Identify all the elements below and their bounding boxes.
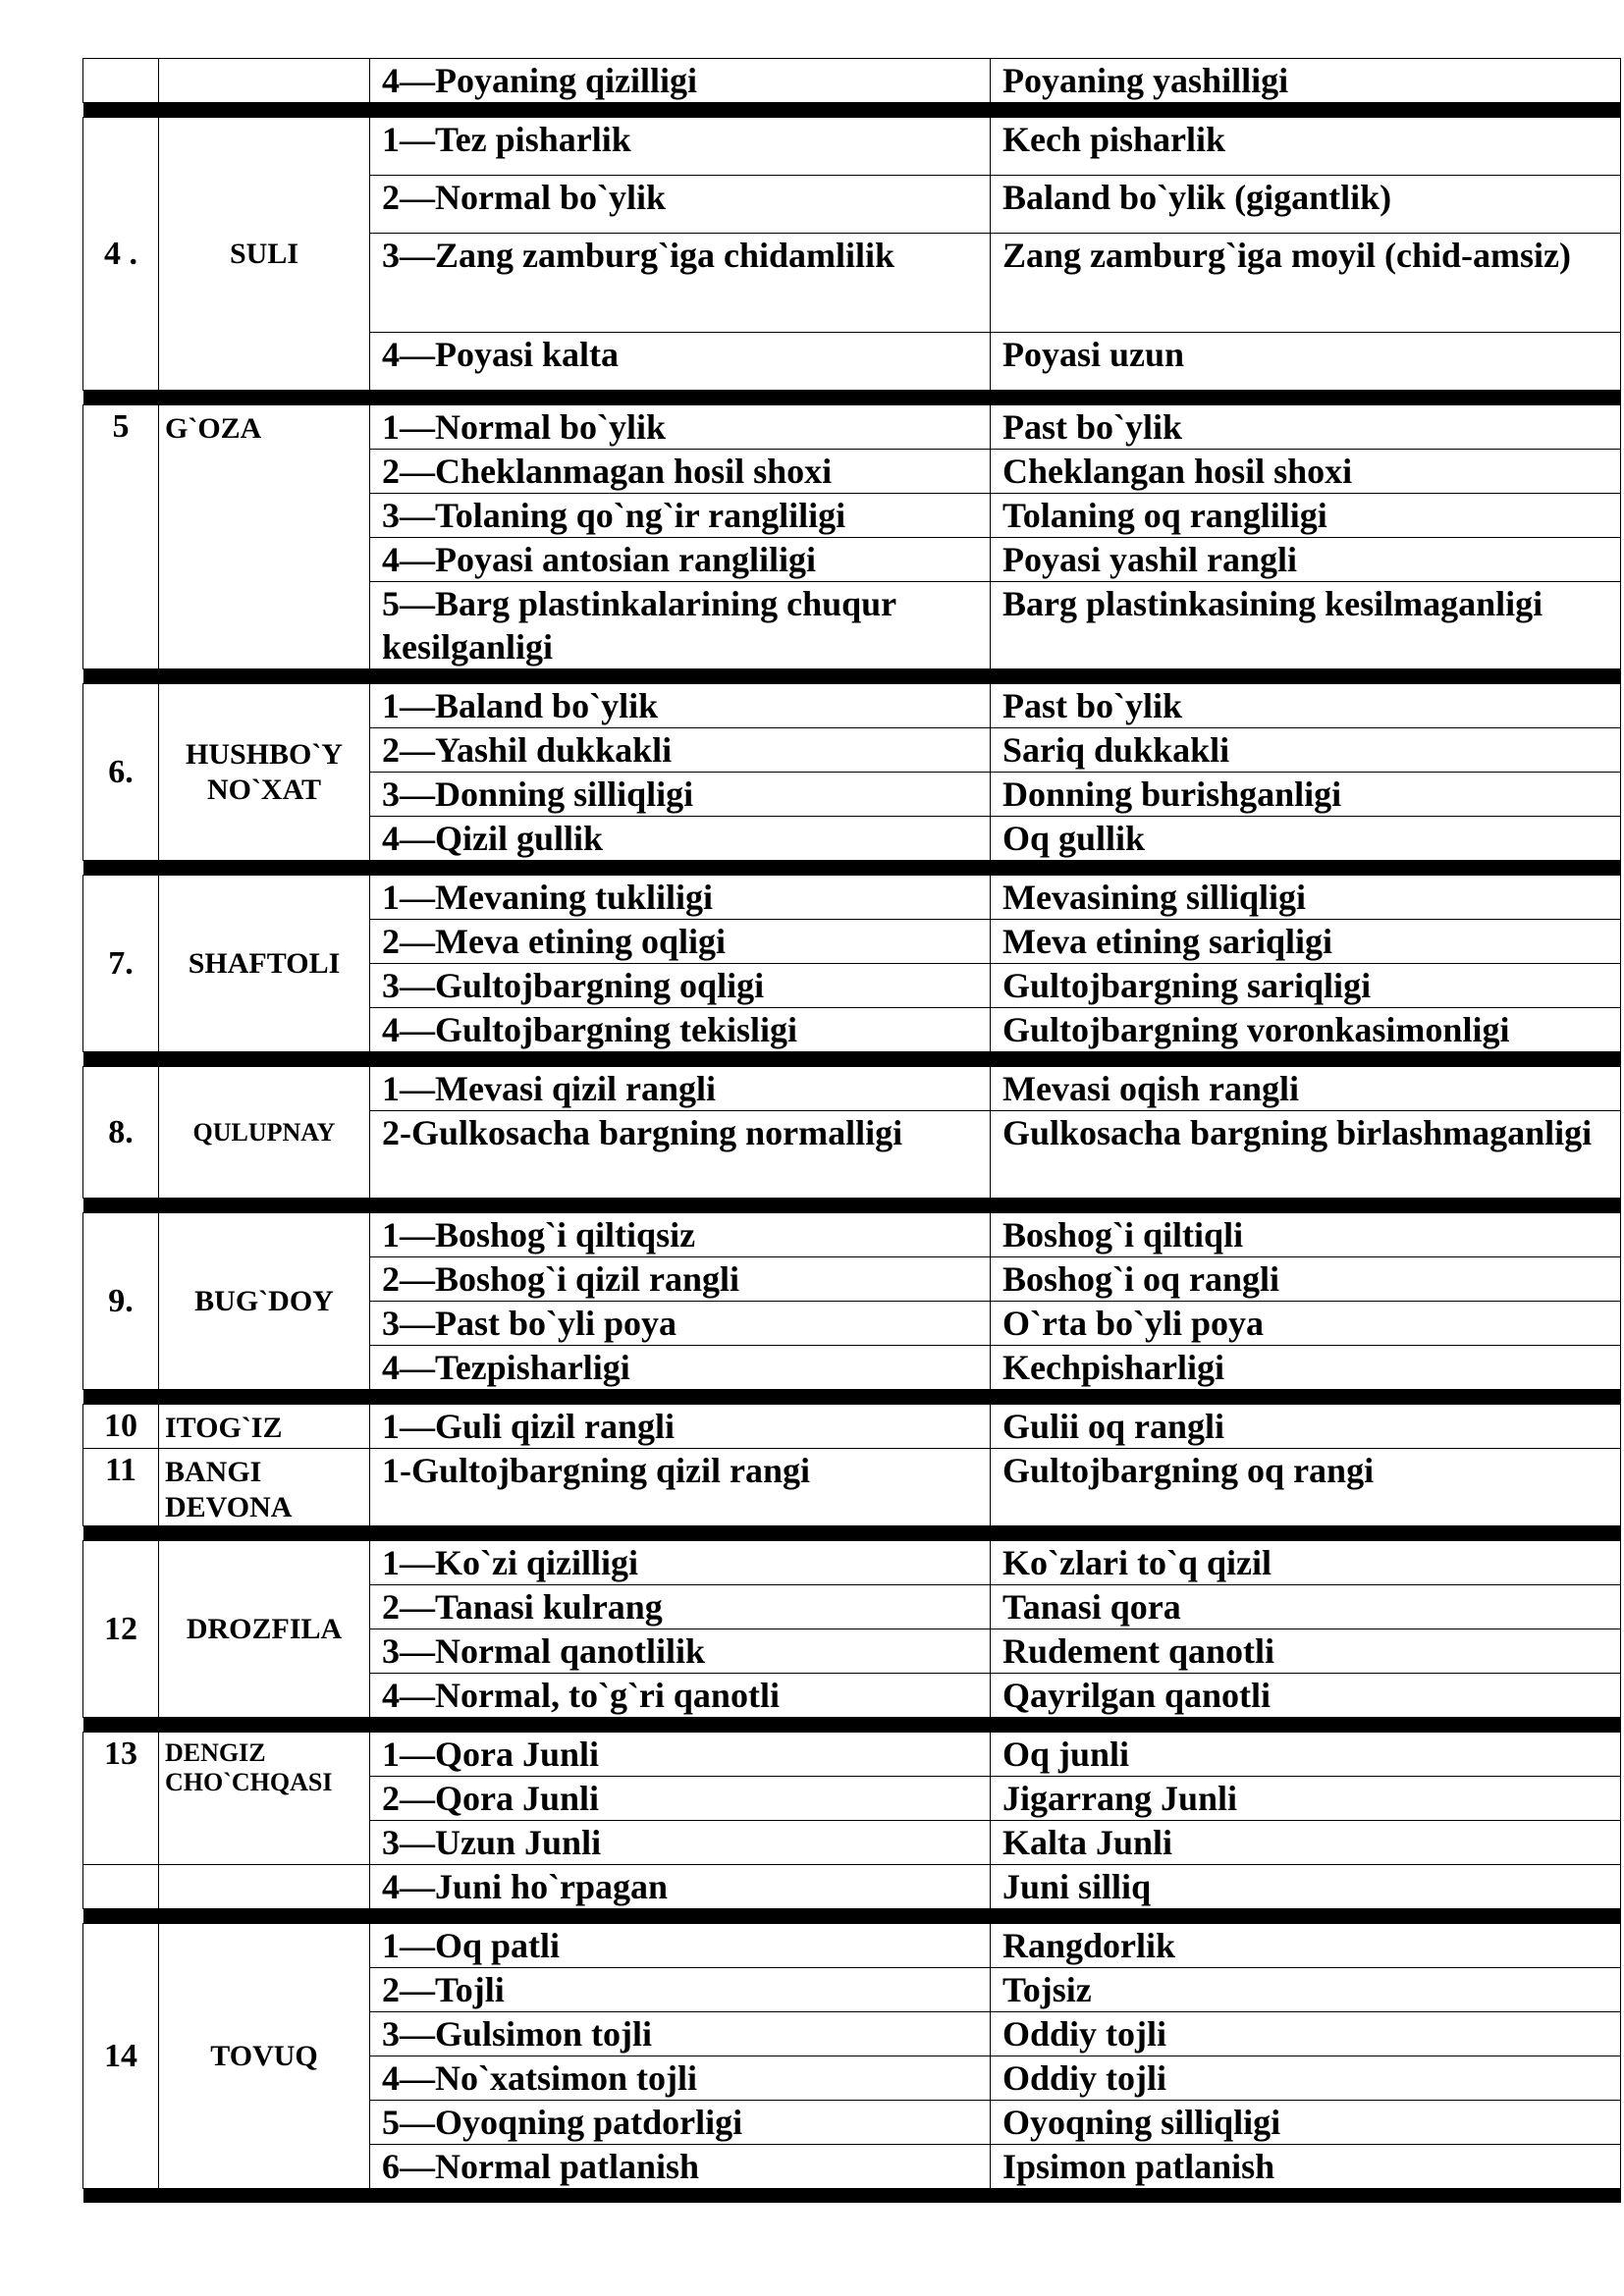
row-number: 11 <box>83 1449 159 1526</box>
row-number <box>83 59 159 103</box>
organism-name: BUG`DOY <box>159 1213 370 1390</box>
dominant-trait: 4—No`xatsimon tojli <box>370 2056 991 2101</box>
dominant-trait: 1—Tez pisharlik <box>370 118 991 176</box>
table-row <box>83 876 1621 920</box>
recessive-trait: Oddiy tojli <box>991 2012 1621 2056</box>
recessive-trait: Meva etining sariqligi <box>991 920 1621 964</box>
recessive-trait: Gulkosacha bargning birlashmaganligi <box>991 1111 1621 1199</box>
recessive-trait: Baland bo`ylik (gigantlik) <box>991 176 1621 234</box>
dominant-trait: 2-Gulkosacha bargning normalligi <box>370 1111 991 1199</box>
row-number: 9. <box>83 1213 159 1390</box>
recessive-trait: Gultojbargning voronkasimonligi <box>991 1008 1621 1052</box>
recessive-trait: Gultojbargning sariqligi <box>991 964 1621 1008</box>
dominant-trait: 1—Baland bo`ylik <box>370 684 991 728</box>
dominant-trait: 4—Poyaning qizilligi <box>370 59 991 103</box>
recessive-trait: Poyasi uzun <box>991 333 1621 391</box>
group-separator <box>83 1199 1621 1213</box>
recessive-trait: Tojsiz <box>991 1968 1621 2012</box>
recessive-trait: Rudement qanotli <box>991 1629 1621 1674</box>
recessive-trait: Sariq dukkakli <box>991 728 1621 773</box>
table-row <box>83 1067 1621 1111</box>
table-row <box>83 1449 1621 1526</box>
traits-table <box>82 58 1621 2203</box>
recessive-trait: Boshog`i oq rangli <box>991 1257 1621 1302</box>
recessive-trait: Juni silliq <box>991 1865 1621 1909</box>
dominant-trait: 4—Normal, to`g`ri qanotli <box>370 1674 991 1718</box>
group-separator <box>83 1718 1621 1733</box>
table-row <box>83 1865 1621 1909</box>
dominant-trait: 2—Normal bo`ylik <box>370 176 991 234</box>
table-row <box>83 59 1621 103</box>
dominant-trait: 4—Juni ho`rpagan <box>370 1865 991 1909</box>
recessive-trait: Poyaning yashilligi <box>991 59 1621 103</box>
dominant-trait: 3—Zang zamburg`iga chidamlilik <box>370 234 991 333</box>
table-row <box>83 1541 1621 1585</box>
recessive-trait: Mevasi oqish rangli <box>991 1067 1621 1111</box>
recessive-trait: Past bo`ylik <box>991 405 1621 450</box>
group-separator <box>83 391 1621 405</box>
dominant-trait: 3—Gulsimon tojli <box>370 2012 991 2056</box>
dominant-trait: 4—Gultojbargning tekisligi <box>370 1008 991 1052</box>
group-separator <box>83 2189 1621 2204</box>
dominant-trait: 1—Ko`zi qizilligi <box>370 1541 991 1585</box>
group-separator <box>83 1390 1621 1405</box>
table-row <box>83 684 1621 728</box>
dominant-trait: 6—Normal patlanish <box>370 2145 991 2189</box>
dominant-trait: 5—Oyoqning patdorligi <box>370 2101 991 2145</box>
row-number <box>83 1865 159 1909</box>
group-separator <box>83 669 1621 684</box>
recessive-trait: Mevasining silliqligi <box>991 876 1621 920</box>
dominant-trait: 3—Uzun Junli <box>370 1821 991 1865</box>
recessive-trait: Boshog`i qiltiqli <box>991 1213 1621 1257</box>
group-separator <box>83 1526 1621 1541</box>
recessive-trait: Donning burishganligi <box>991 773 1621 817</box>
dominant-trait: 2—Tanasi kulrang <box>370 1585 991 1629</box>
dominant-trait: 1—Guli qizil rangli <box>370 1405 991 1449</box>
recessive-trait: Gulii oq rangli <box>991 1405 1621 1449</box>
dominant-trait: 3—Donning silliqligi <box>370 773 991 817</box>
recessive-trait: Oddiy tojli <box>991 2056 1621 2101</box>
recessive-trait: Ipsimon patlanish <box>991 2145 1621 2189</box>
row-number: 7. <box>83 876 159 1052</box>
dominant-trait: 3—Gultojbargning oqligi <box>370 964 991 1008</box>
dominant-trait: 1—Boshog`i qiltiqsiz <box>370 1213 991 1257</box>
recessive-trait: Qayrilgan qanotli <box>991 1674 1621 1718</box>
table-row <box>83 405 1621 450</box>
dominant-trait: 4—Tezpisharligi <box>370 1346 991 1390</box>
row-number: 13 <box>83 1733 159 1865</box>
dominant-trait: 4—Poyasi antosian rangliligi <box>370 538 991 582</box>
recessive-trait: Gultojbargning oq rangi <box>991 1449 1621 1526</box>
dominant-trait: 2—Qora Junli <box>370 1777 991 1821</box>
table-row <box>83 1213 1621 1257</box>
row-number: 12 <box>83 1541 159 1718</box>
dominant-trait: 1—Mevasi qizil rangli <box>370 1067 991 1111</box>
table-row <box>83 1924 1621 1968</box>
recessive-trait: Kalta Junli <box>991 1821 1621 1865</box>
organism-name: SHAFTOLI <box>159 876 370 1052</box>
table-row <box>83 1733 1621 1777</box>
recessive-trait: Oyoqning silliqligi <box>991 2101 1621 2145</box>
organism-name <box>159 59 370 103</box>
organism-name: QULUPNAY <box>159 1067 370 1199</box>
recessive-trait: Tolaning oq rangliligi <box>991 494 1621 538</box>
group-separator <box>83 861 1621 876</box>
row-number: 14 <box>83 1924 159 2189</box>
dominant-trait: 3—Past bo`yli poya <box>370 1302 991 1346</box>
organism-name <box>159 1865 370 1909</box>
recessive-trait: Jigarrang Junli <box>991 1777 1621 1821</box>
dominant-trait: 2—Boshog`i qizil rangli <box>370 1257 991 1302</box>
group-separator <box>83 1909 1621 1924</box>
recessive-trait: Ko`zlari to`q qizil <box>991 1541 1621 1585</box>
organism-name: DROZFILA <box>159 1541 370 1718</box>
dominant-trait: 2—Cheklanmagan hosil shoxi <box>370 450 991 494</box>
dominant-trait: 1—Normal bo`ylik <box>370 405 991 450</box>
dominant-trait: 1-Gultojbargning qizil rangi <box>370 1449 991 1526</box>
recessive-trait: O`rta bo`yli poya <box>991 1302 1621 1346</box>
organism-name: ITOG`IZ <box>159 1405 370 1449</box>
row-number: 8. <box>83 1067 159 1199</box>
dominant-trait: 3—Tolaning qo`ng`ir rangliligi <box>370 494 991 538</box>
row-number: 5 <box>83 405 159 669</box>
dominant-trait: 1—Mevaning tukliligi <box>370 876 991 920</box>
recessive-trait: Oq junli <box>991 1733 1621 1777</box>
organism-name: G`OZA <box>159 405 370 669</box>
recessive-trait: Zang zamburg`iga moyil (chid-amsiz) <box>991 234 1621 333</box>
table-row <box>83 1405 1621 1449</box>
recessive-trait: Tanasi qora <box>991 1585 1621 1629</box>
organism-name: DENGIZ CHO`CHQASI <box>159 1733 370 1865</box>
table-row <box>83 118 1621 176</box>
row-number: 6. <box>83 684 159 861</box>
dominant-trait: 4—Qizil gullik <box>370 817 991 861</box>
recessive-trait: Barg plastinkasining kesilmaganligi <box>991 582 1621 669</box>
row-number: 4 . <box>83 118 159 391</box>
recessive-trait: Past bo`ylik <box>991 684 1621 728</box>
recessive-trait: Oq gullik <box>991 817 1621 861</box>
organism-name: BANGI DEVONA <box>159 1449 370 1526</box>
dominant-trait: 2—Yashil dukkakli <box>370 728 991 773</box>
organism-name: TOVUQ <box>159 1924 370 2189</box>
dominant-trait: 1—Qora Junli <box>370 1733 991 1777</box>
group-separator <box>83 1052 1621 1067</box>
recessive-trait: Kech pisharlik <box>991 118 1621 176</box>
row-number: 10 <box>83 1405 159 1449</box>
organism-name: HUSHBO`Y NO`XAT <box>159 684 370 861</box>
recessive-trait: Poyasi yashil rangli <box>991 538 1621 582</box>
recessive-trait: Kechpisharligi <box>991 1346 1621 1390</box>
dominant-trait: 5—Barg plastinkalarining chuqur kesilganligi <box>370 582 991 669</box>
organism-name: SULI <box>159 118 370 391</box>
recessive-trait: Cheklangan hosil shoxi <box>991 450 1621 494</box>
dominant-trait: 2—Tojli <box>370 1968 991 2012</box>
group-separator <box>83 103 1621 118</box>
dominant-trait: 1—Oq patli <box>370 1924 991 1968</box>
dominant-trait: 3—Normal qanotlilik <box>370 1629 991 1674</box>
recessive-trait: Rangdorlik <box>991 1924 1621 1968</box>
dominant-trait: 4—Poyasi kalta <box>370 333 991 391</box>
dominant-trait: 2—Meva etining oqligi <box>370 920 991 964</box>
